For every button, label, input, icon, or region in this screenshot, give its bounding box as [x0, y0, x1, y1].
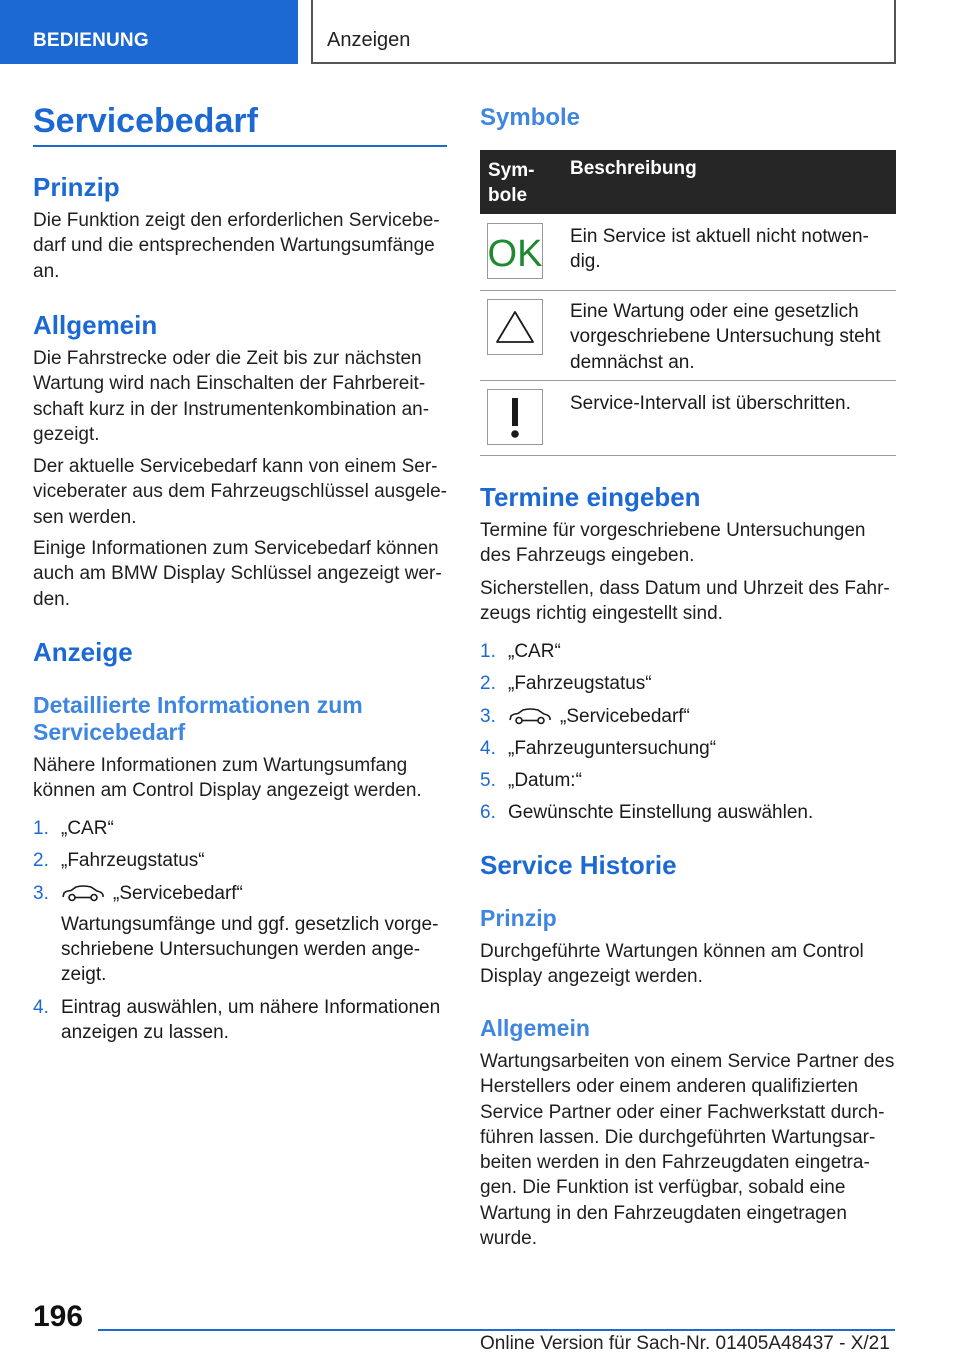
allgemein-text-3: Einige Informationen zum Servicebedarf können auch am BMW Display Schlüssel angezeigt wer-den.	[33, 538, 442, 610]
symbole-heading: Symbole	[480, 104, 581, 131]
termine-text-1: Termine für vorgeschriebene Untersuchungen des Fahrzeugs eingeben.	[480, 520, 866, 567]
page-number: 196	[33, 1300, 84, 1333]
termine-heading: Termine eingeben	[480, 482, 701, 512]
list-item: 5. „Datum:“	[480, 770, 582, 792]
svg-text:OK: OK	[488, 233, 542, 275]
historie-prinzip-heading: Prinzip	[480, 905, 557, 931]
warning-triangle-icon	[487, 299, 543, 355]
car-icon	[508, 707, 552, 725]
title-divider	[33, 145, 447, 147]
page-title: Servicebedarf	[33, 102, 258, 140]
ok-icon	[487, 223, 543, 279]
section-tab[interactable]	[0, 0, 298, 64]
list-item: 3. „Servicebedarf“ Wartungsumfänge und ggf. gesetzlich vorge-schriebene Untersuchungen werden ange-zeigt.	[33, 881, 447, 988]
exclamation-icon	[487, 389, 543, 445]
list-item: 4. Eintrag auswählen, um nähere Informationen anzeigen zu lassen.	[33, 996, 441, 1044]
list-item: 1. „CAR“	[33, 818, 114, 839]
anzeige-steps	[33, 816, 447, 1045]
symbols-table-header	[480, 150, 896, 214]
symbol-description: Eine Wartung oder eine gesetzlich vorgeschriebene Untersuchung steht demnächst an.	[570, 301, 881, 373]
historie-prinzip-text: Durchgeführte Wartungen können am Control Display angezeigt werden.	[480, 941, 864, 988]
historie-allgemein-heading: Allgemein	[480, 1015, 590, 1041]
allgemein-text-1: Die Fahrstrecke oder die Zeit bis zur nächsten Wartung wird nach Einschalten der Fahrbereit-schaft kurz in der Instrumentenkombination an-gezeigt.	[33, 348, 430, 445]
column-header-symbols: Sym-bole	[488, 160, 535, 206]
anzeige-heading: Anzeige	[33, 637, 133, 667]
prinzip-heading: Prinzip	[33, 172, 120, 202]
car-icon	[61, 884, 105, 902]
column-header-description: Beschreibung	[570, 158, 697, 179]
chapter-tab[interactable]	[311, 0, 896, 64]
allgemein-text-2: Der aktuelle Servicebedarf kann von einem Ser-viceberater aus dem Fahrzeugschlüssel ausgele-sen werden.	[33, 456, 447, 528]
anzeige-text: Nähere Informationen zum Wartungsumfang können am Control Display angezeigt werden.	[33, 755, 422, 802]
termine-steps	[480, 639, 896, 826]
termine-text-2: Sicherstellen, dass Datum und Uhrzeit des Fahr-zeugs richtig eingestellt sind.	[480, 578, 890, 625]
section-label: BEDIENUNG	[33, 30, 149, 51]
historie-heading: Service Historie	[480, 850, 677, 880]
symbol-description: Ein Service ist aktuell nicht notwen-dig.	[570, 226, 869, 273]
chapter-label: Anzeigen	[327, 29, 411, 51]
list-item: 6. Gewünschte Einstellung auswählen.	[480, 802, 814, 824]
footer-divider	[98, 1329, 895, 1331]
list-item: 2. „Fahrzeugstatus“	[33, 850, 205, 872]
historie-allgemein-text: Wartungsarbeiten von einem Service Partner des Herstellers oder einem anderen qualifizierten Service Partner oder einer Fachwerkstatt durch-führen lassen. Die durchgeführten Wartungsar-beiten werden in den Fahrzeugdaten eingetra-gen. Die Funktion ist verfügbar, sobald eine Wartung in den Fahrzeugdaten eingetragen wurde.	[480, 1051, 895, 1250]
footer-text: Online Version für Sach-Nr. 01405A48437 - X/21	[480, 1333, 890, 1354]
symbol-description: Service-Intervall ist überschritten.	[570, 393, 851, 414]
table-row	[480, 381, 896, 456]
list-item: 4. „Fahrzeuguntersuchung“	[480, 737, 717, 759]
table-row	[480, 214, 896, 291]
allgemein-heading: Allgemein	[33, 310, 158, 340]
prinzip-text: Die Funktion zeigt den erforderlichen Servicebe-darf und die entsprechenden Wartungsumfänge an.	[33, 210, 440, 282]
detail-info-heading: Detaillierte Informationen zum Servicebedarf	[33, 692, 363, 745]
list-item: 1. „CAR“	[480, 641, 561, 662]
table-row	[480, 291, 896, 381]
step-description: Wartungsumfänge und ggf. gesetzlich vorge-schriebene Untersuchungen werden ange-zeigt.	[61, 913, 439, 986]
list-item: 2. „Fahrzeugstatus“	[480, 673, 652, 695]
list-item: 3. „Servicebedarf“	[480, 705, 690, 727]
